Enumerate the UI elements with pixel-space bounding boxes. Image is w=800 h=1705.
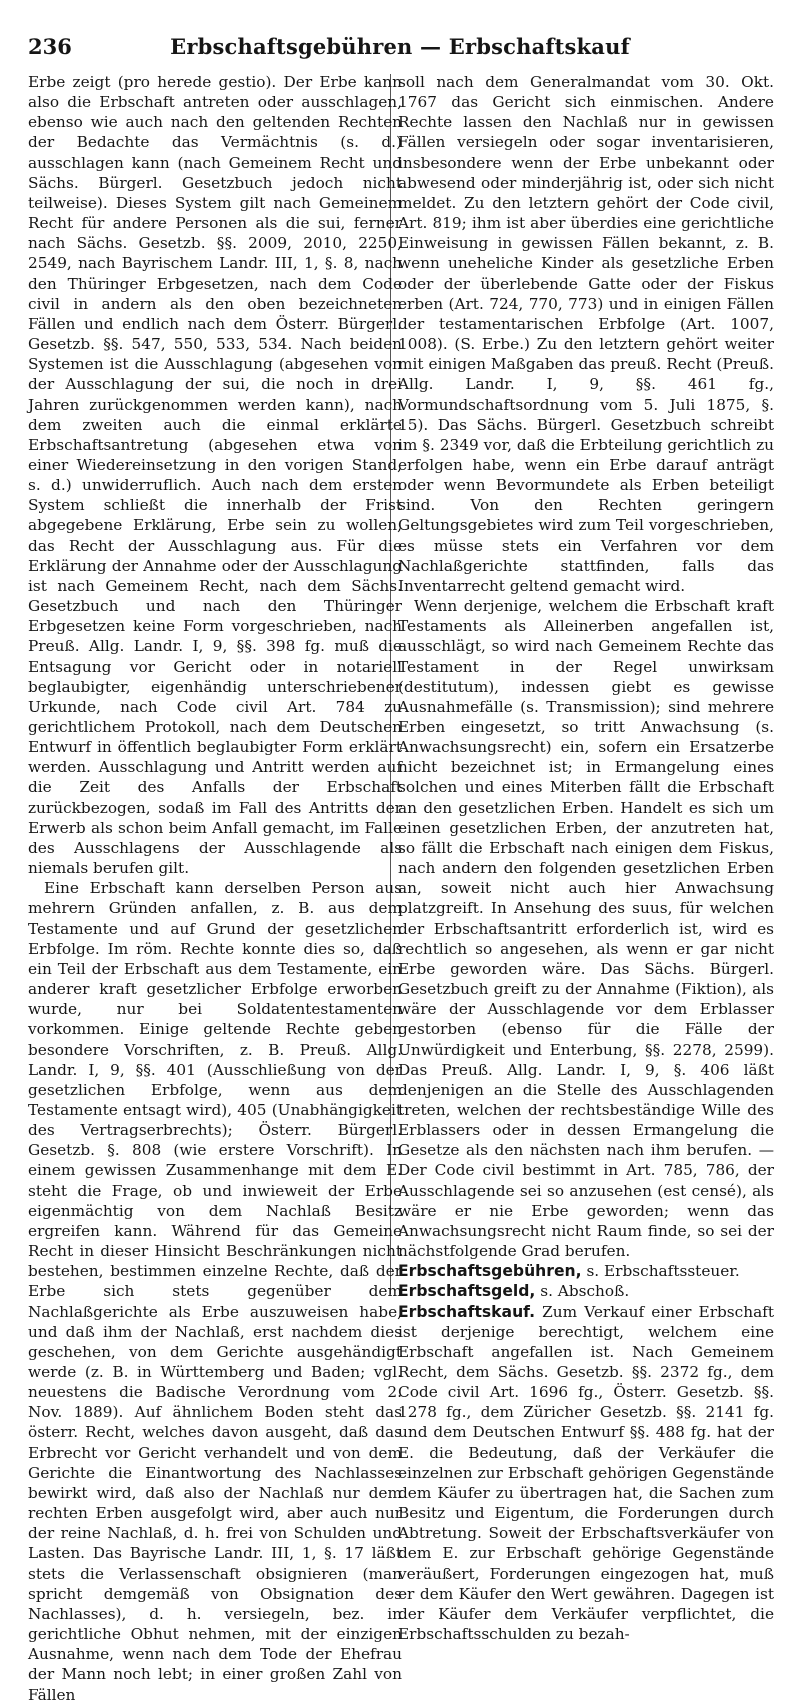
entry-text: s. Abschoß. — [535, 1282, 630, 1301]
entry-text: s. Erbschaftssteuer. — [581, 1262, 740, 1281]
page-number: 236 — [28, 34, 72, 59]
running-head: Erbschaftsgebühren — Erbschaftskauf — [170, 34, 630, 59]
entry-headword: Erbschaftsgeld, — [398, 1282, 536, 1301]
paragraph: Wenn derjenige, welchem die Erbschaft kraft Testaments als Alleinerben angefallen ist, ausschlägt, so wird nach Gemeinem Rechte das Testament in der Regel unwirksam (destitutum), indessen giebt es gewisse Ausnahmefälle (s. Transmission); sind mehrere Erben eingesetzt, so tritt Anwachsung (s. Anwachsungsrecht) ein, sofern ein Ersatzerbe nicht bezeichnet ist; in Ermangelung eines solchen und eines Miterben fällt die Erbschaft an den gesetzlichen Erben. Handelt es sich um einen gesetzlichen Erben, der anzutreten hat, so fällt die Erbschaft nach einigen dem Fiskus, nach andern den folgenden gesetzlichen Erben an, soweit nicht auch hier Anwachsung platzgreift. In Ansehung des suus, für welchen der Erbschaftsantritt erforderlich ist, wird es rechtlich so angesehen, als wenn er gar nicht Erbe geworden wäre. Das Sächs. Bürgerl. Gesetzbuch greift zu der Annahme (Fiktion), als wäre der Ausschlagende vor dem Erblasser gestorben (ebenso für die Fälle der Unwürdigkeit und Enterbung, §§. 2278, 2599). Das Preuß. Allg. Landr. I, 9, §. 406 läßt denjenigen an die Stelle des Ausschlagenden treten, welchen der rechtsbeständige Wille des Erblassers oder in dessen Ermangelung die Gesetze als den nächsten nach ihm berufen. — Der Code civil bestimmt in Art. 785, 786, der Ausschlagende sei so anzusehen (est censé), als wäre er nie Erbe geworden; wenn das Anwachsungsrecht nicht Raum finde, so sei der nächstfolgende Grad berufen. — [398, 597, 774, 1261]
paragraph: soll nach dem Generalmandat vom 30. Okt. 1767 das Gericht sich einmischen. Andere Rechte lassen den Nachlaß nur in gewissen Fällen versiegeln oder sogar inventarisieren, insbesondere wenn der Erbe unbekannt oder abwesend oder minderjährig ist, oder sich nicht meldet. Zu den letztern gehört der Code civil, Art. 819; ihm ist aber überdies eine gerichtliche Einweisung in gewissen Fällen bekannt, z. B. wenn uneheliche Kinder als gesetzliche Erben oder der überlebende Gatte oder der Fiskus erben (Art. 724, 770, 773) und in einigen Fällen der testamentarischen Erbfolge (Art. 1007, 1008). (S. Erbe.) Zu den letztern gehört weiter mit einigen Maßgaben das preuß. Recht (Preuß. Allg. Landr. I, 9, §§. 461 fg., Vormundschaftsordnung vom 5. Juli 1875, §. 15). Das Sächs. Bürgerl. Gesetzbuch schreibt im §. 2349 vor, daß die Erbteilung gerichtlich zu erfolgen habe, wenn ein Erbe darauf anträgt oder wenn Bevormundete als Erben beteiligt sind. Von den Rechten geringern Geltungsgebietes wird zum Teil vorgeschrieben, es müsse stets ein Verfahren vor dem Nachlaßgerichte stattfinden, falls das Inventarrecht geltend gemacht wird. — [398, 73, 774, 595]
dictionary-entry — [398, 1302, 774, 1645]
entry-text: Zum Verkauf einer Erbschaft ist derjenige berechtigt, welchem eine Erbschaft angefallen ist. Nach Gemeinem Recht, dem Sächs. Gesetzb. §§. 2372 fg., dem Code civil Art. 1696 fg., Österr. Gesetzb. §§. 1278 fg., dem Züricher Gesetzb. §§. 2141 fg. und dem Deutschen Entwurf §§. 488 fg. hat der E. die Bedeutung, daß der Verkäufer die einzelnen zur Erbschaft gehörigen Gegenstände dem Käufer zu übertragen hat, die Sachen zum Besitz und Eigentum, die Forderungen durch Abtretung. Soweit der Erbschaftsverkäufer von dem E. zur Erbschaft gehörige Gegenstände veräußert, Forderungen eingezogen hat, muß er dem Käufer den Wert gewähren. Dagegen ist der Käufer dem Verkäufer verpflichtet, die Erbschaftsschulden zu bezah- — [398, 1302, 774, 1644]
page-header — [28, 34, 772, 68]
dictionary-entry — [398, 1261, 774, 1281]
entry-headword: Erbschaftsgebühren, — [398, 1262, 582, 1281]
right-column — [398, 72, 774, 1644]
paragraph: Eine Erbschaft kann derselben Person aus mehrern Gründen anfallen, z. B. aus dem Testamente und auf Grund der gesetzlichen Erbfolge. Im röm. Rechte konnte dies so, daß ein Teil der Erbschaft aus dem Testamente, ein anderer kraft gesetzlicher Erbfolge erworben wurde, nur bei Soldatentestamenten vorkommen. Einige geltende Rechte geben besondere Vorschriften, z. B. Preuß. Allg. Landr. I, 9, §§. 401 (Ausschließung von der gesetzlichen Erbfolge, wenn aus dem Testamente entsagt wird), 405 (Unabhängigkeit des Vertragserbrechts); Österr. Bürgerl. Gesetzb. §. 808 (wie erstere Vorschrift). In einem gewissen Zusammenhange mit dem E. steht die Frage, ob und inwieweit der Erbe eigenmächtig von dem Nachlaß Besitz ergreifen kann. Während für das Gemeine Recht in dieser Hinsicht Beschränkungen nicht bestehen, bestimmen einzelne Rechte, daß der Erbe sich stets gegenüber dem Nachlaßgerichte als Erbe auszuweisen habe, und daß ihm der Nachlaß, erst nachdem dies geschehen, von dem Gerichte ausgehändigt werde (z. B. in Württemberg und Baden; vgl. neuestens die Badische Verordnung vom 2. Nov. 1889). Auf ähnlichem Boden steht das österr. Recht, welches davon ausgeht, daß das Erbrecht vor Gericht verhandelt und von dem Gerichte die Einantwortung des Nachlasses bewirkt wird, daß also der Nachlaß nur dem rechten Erben ausgefolgt wird, aber auch nur der reine Nachlaß, d. h. frei von Schulden und Lasten. Das Bayrische Landr. III, 1, §. 17 läßt stets die Verlassenschaft obsignieren (man spricht demgemäß von Obsignation des Nachlasses), d. h. versiegeln, bez. in gerichtliche Obhut nehmen, mit der einzigen Ausnahme, wenn nach dem Tode der Ehefrau der Mann noch lebt; in einer großen Zahl von Fällen — [28, 879, 402, 1704]
entry-headword: Erbschaftskauf. — [398, 1302, 536, 1321]
dictionary-entry — [398, 1281, 774, 1301]
left-column — [28, 72, 402, 1705]
paragraph: Erbe zeigt (pro herede gestio). Der Erbe kann also die Erbschaft antreten oder ausschlagen, ebenso wie auch nach den geltenden Rechten der Bedachte das Vermächtnis (s. d.) ausschlagen kann (nach Gemeinem Recht und Sächs. Bürgerl. Gesetzbuch jedoch nicht teilweise). Dieses System gilt nach Gemeinem Recht für andere Personen als die sui, ferner nach Sächs. Gesetzb. §§. 2009, 2010, 2250, 2549, nach Bayrischem Landr. III, 1, §. 8, nach den Thüringer Erbgesetzen, nach dem Code civil in andern als den oben bezeichneten Fällen und endlich nach dem Österr. Bürgerl. Gesetzb. §§. 547, 550, 533, 534. Nach beiden Systemen ist die Ausschlagung (abgesehen von der Ausschlagung der sui, die noch in drei Jahren zurückgenommen werden kann), nach dem zweiten auch die einmal erklärte Erbschaftsantretung (abgesehen etwa von einer Wiedereinsetzung in den vorigen Stand, s. d.) unwiderruflich. Auch nach dem ersten System schließt die innerhalb der Frist abgegebene Erklärung, Erbe sein zu wollen, das Recht der Ausschlagung aus. Für die Erklärung der Annahme oder der Ausschlagung ist nach Gemeinem Recht, nach dem Sächs. Gesetzbuch und nach den Thüringer Erbgesetzen keine Form vorgeschrieben, nach Preuß. Allg. Landr. I, 9, §§. 398 fg. muß die Entsagung vor Gericht oder in notariell beglaubigter, eigenhändig unterschriebener Urkunde, nach Code civil Art. 784 zu gerichtlichem Protokoll, nach dem Deutschen Entwurf in öffentlich beglaubigter Form erklärt werden. Ausschlagung und Antritt werden auf die Zeit des Anfalls der Erbschaft zurückbezogen, sodaß im Fall des Antritts der Erwerb als schon beim Anfall gemacht, im Falle des Ausschlagens der Ausschlagende als niemals berufen gilt. — [28, 73, 402, 878]
